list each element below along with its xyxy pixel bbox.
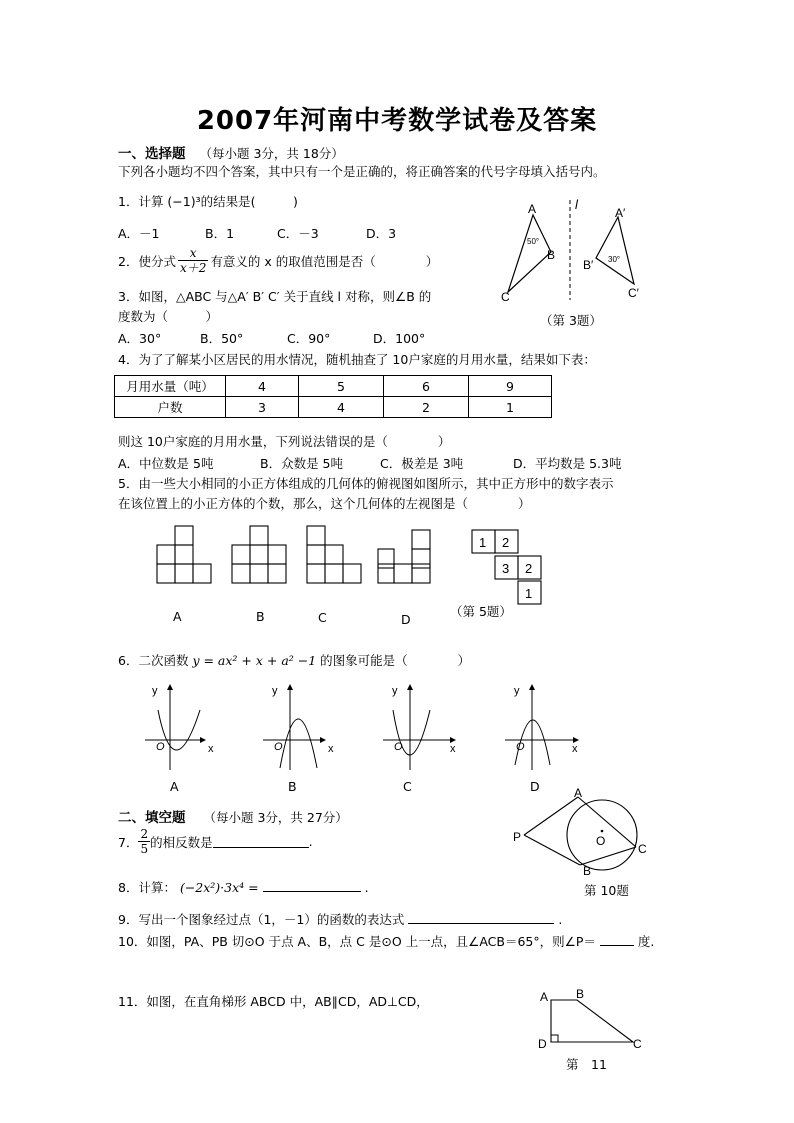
q4-option-b: B．众数是 5吨 bbox=[260, 456, 344, 471]
table-cell: 4 bbox=[299, 397, 384, 418]
q7-frac-num: 2 bbox=[140, 827, 149, 841]
q2-prefix: 2．使分式 bbox=[118, 253, 176, 269]
q6a-x-label: x bbox=[208, 743, 214, 755]
q3-label-b2: B′ bbox=[583, 258, 594, 272]
q10-label-o: O bbox=[596, 834, 606, 848]
q1-option-d: D．3 bbox=[366, 226, 397, 241]
table-cell: 2 bbox=[384, 397, 469, 418]
q2-fraction bbox=[178, 246, 208, 275]
q5-grid-3: 3 bbox=[502, 561, 510, 576]
section1-header bbox=[118, 142, 344, 162]
q6-graphs bbox=[140, 680, 600, 775]
q11-label-d: D bbox=[538, 1037, 547, 1050]
q10-answer-blank[interactable] bbox=[600, 933, 634, 946]
q6b-origin: O bbox=[274, 741, 283, 753]
q5-line1: 5．由一些大小相同的小正方体组成的几何体的俯视图如图所示，其中正方形中的数字表示 bbox=[118, 476, 614, 491]
q7-suffix: 的相反数是 bbox=[150, 834, 213, 850]
q8-prefix: 8．计算： bbox=[118, 880, 176, 895]
q4-option-c: C．极差是 3吨 bbox=[380, 456, 464, 471]
q6-label-d: D bbox=[530, 779, 540, 794]
q11-text: 11．如图，在直角梯形 ABCD 中，AB∥CD，AD⊥CD， bbox=[118, 994, 429, 1009]
q11-label-b: B bbox=[576, 987, 585, 1001]
q3-angle-30: 30° bbox=[608, 255, 621, 264]
table-row bbox=[115, 397, 552, 418]
q10-label-p: P bbox=[513, 830, 522, 844]
q4-option-a: A．中位数是 5吨 bbox=[118, 456, 214, 471]
q3-label-c2: C′ bbox=[628, 286, 639, 300]
q3-label-l: l bbox=[575, 197, 578, 212]
q6-formula: y = ax² + x + a² −1 bbox=[192, 653, 317, 668]
table-cell: 6 bbox=[384, 376, 469, 397]
q10-label-a: A bbox=[574, 786, 583, 800]
q5-label-d: D bbox=[401, 612, 411, 627]
q6-prefix: 6．二次函数 bbox=[118, 653, 189, 668]
q10-caption: 第 10题 bbox=[584, 883, 629, 898]
q5-grid-4: 2 bbox=[525, 561, 533, 576]
q6-label-a: A bbox=[170, 779, 179, 794]
q6-suffix: 的图象可能是（ ） bbox=[320, 653, 471, 668]
q6a-origin: O bbox=[156, 741, 165, 753]
q6c-origin: O bbox=[394, 741, 403, 753]
q11-caption: 第 11 bbox=[566, 1057, 607, 1072]
section1-heading: 一、选择题 bbox=[118, 146, 186, 162]
table-cell: 月用水量（吨） bbox=[115, 376, 226, 397]
table-row bbox=[115, 376, 552, 397]
q8-formula: (−2x²)·3x⁴ = bbox=[179, 880, 259, 895]
q4-text: 4．为了了解某小区居民的用水情况，随机抽查了 10户家庭的月用水量，结果如下表： bbox=[118, 352, 596, 367]
q2-line bbox=[118, 246, 438, 275]
q5-grid-1: 1 bbox=[479, 535, 487, 550]
q3-line1: 3．如图，△ABC 与△A′ B′ C′ 关于直线 l 对称，则∠B 的 bbox=[118, 289, 432, 304]
q11-figure bbox=[535, 985, 650, 1050]
q9-line bbox=[118, 910, 562, 928]
q3-option-d: D．100° bbox=[373, 331, 426, 346]
q6d-y-label: y bbox=[514, 685, 520, 697]
q3-label-a: A bbox=[528, 202, 537, 216]
q7-prefix: 7． bbox=[118, 834, 139, 850]
q3-line2: 度数为（ ） bbox=[118, 309, 219, 324]
q3-option-c: C．90° bbox=[287, 331, 331, 346]
q5-label-a: A bbox=[173, 609, 182, 624]
q4-option-d: D．平均数是 5.3吨 bbox=[513, 456, 622, 471]
q3-caption: （第 3题） bbox=[540, 313, 602, 328]
q1-option-a: A．－1 bbox=[118, 226, 160, 241]
q5-line2: 在该位置上的小正方体的个数，那么，这个几何体的左视图是（ ） bbox=[118, 496, 531, 511]
q6d-origin: O bbox=[516, 741, 525, 753]
section2-heading: 二、填空题 bbox=[118, 810, 186, 826]
q11-label-a: A bbox=[540, 990, 549, 1004]
q6b-x-label: x bbox=[328, 743, 334, 755]
q7-fraction bbox=[138, 827, 150, 856]
table-cell: 3 bbox=[226, 397, 299, 418]
q3-option-b: B．50° bbox=[200, 331, 244, 346]
section1-instructions: 下列各小题均不四个答案，其中只有一个是正确的，将正确答案的代号字母填入括号内。 bbox=[118, 164, 606, 179]
q7-frac-den: 5 bbox=[140, 842, 149, 856]
q9-answer-blank[interactable] bbox=[408, 911, 554, 924]
q10-end: 度. bbox=[637, 934, 655, 949]
q5-caption: （第 5题） bbox=[450, 604, 512, 619]
table-cell: 9 bbox=[469, 376, 552, 397]
table-cell: 4 bbox=[226, 376, 299, 397]
q7-end: . bbox=[308, 834, 313, 849]
q8-line bbox=[118, 878, 369, 896]
q9-text: 9．写出一个图象经过点（1，－1）的函数的表达式 bbox=[118, 912, 405, 927]
section1-note: （每小题 3分，共 18分） bbox=[199, 146, 344, 161]
q5-label-c: C bbox=[318, 610, 327, 625]
section2-header bbox=[118, 806, 348, 826]
q6d-x-label: x bbox=[572, 743, 578, 755]
q3-label-a2: A′ bbox=[615, 206, 626, 220]
q10-figure bbox=[510, 785, 655, 875]
q2-frac-num: x bbox=[178, 246, 208, 261]
q6c-x-label: x bbox=[450, 743, 456, 755]
table-cell: 户数 bbox=[115, 397, 226, 418]
q5-grid-5: 1 bbox=[525, 586, 533, 601]
q3-figure bbox=[495, 195, 665, 310]
q11-label-c: C bbox=[633, 1037, 642, 1050]
q6-label-c: C bbox=[403, 779, 412, 794]
q10-line bbox=[118, 932, 654, 950]
q5-top-view bbox=[470, 528, 550, 608]
q9-end: . bbox=[558, 912, 563, 927]
q8-end: . bbox=[364, 880, 369, 895]
q7-answer-blank[interactable] bbox=[213, 835, 309, 848]
q1-text: 1．计算 (−1)³的结果是( ) bbox=[118, 194, 298, 209]
q10-label-b: B bbox=[583, 864, 592, 875]
q2-frac-den: x＋2 bbox=[179, 261, 207, 275]
q3-option-a: A．30° bbox=[118, 331, 162, 346]
section2-note: （每小题 3分，共 27分） bbox=[203, 810, 348, 825]
q4-after: 则这 10户家庭的月用水量，下列说法错误的是（ ） bbox=[118, 434, 451, 449]
table-cell: 5 bbox=[299, 376, 384, 397]
q10-text: 10．如图，PA、PB 切⊙O 于点 A、B，点 C 是⊙O 上一点，且∠ACB＝65°，则∠P＝ bbox=[118, 934, 596, 949]
q3-label-b: B bbox=[547, 248, 556, 262]
q10-label-c: C bbox=[638, 842, 647, 856]
q3-angle-50: 50° bbox=[527, 237, 540, 246]
q6c-y-label: y bbox=[392, 685, 398, 697]
q5-grid-2: 2 bbox=[502, 535, 510, 550]
q1-option-c: C．－3 bbox=[277, 226, 319, 241]
page-title: 2007年河南中考数学试卷及答案 bbox=[196, 106, 598, 136]
q6-line bbox=[118, 651, 470, 669]
q6a-y-label: y bbox=[152, 685, 158, 697]
q6-label-b: B bbox=[288, 779, 297, 794]
q1-option-b: B．1 bbox=[205, 226, 235, 241]
q8-answer-blank[interactable] bbox=[263, 879, 361, 892]
table-cell: 1 bbox=[469, 397, 552, 418]
q6b-y-label: y bbox=[272, 685, 278, 697]
q2-suffix: 有意义的 x 的取值范围是否（ ） bbox=[210, 253, 439, 269]
water-usage-table bbox=[114, 375, 552, 418]
q3-label-c: C bbox=[501, 290, 510, 304]
q5-label-b: B bbox=[256, 609, 265, 624]
q7-line bbox=[118, 827, 313, 856]
